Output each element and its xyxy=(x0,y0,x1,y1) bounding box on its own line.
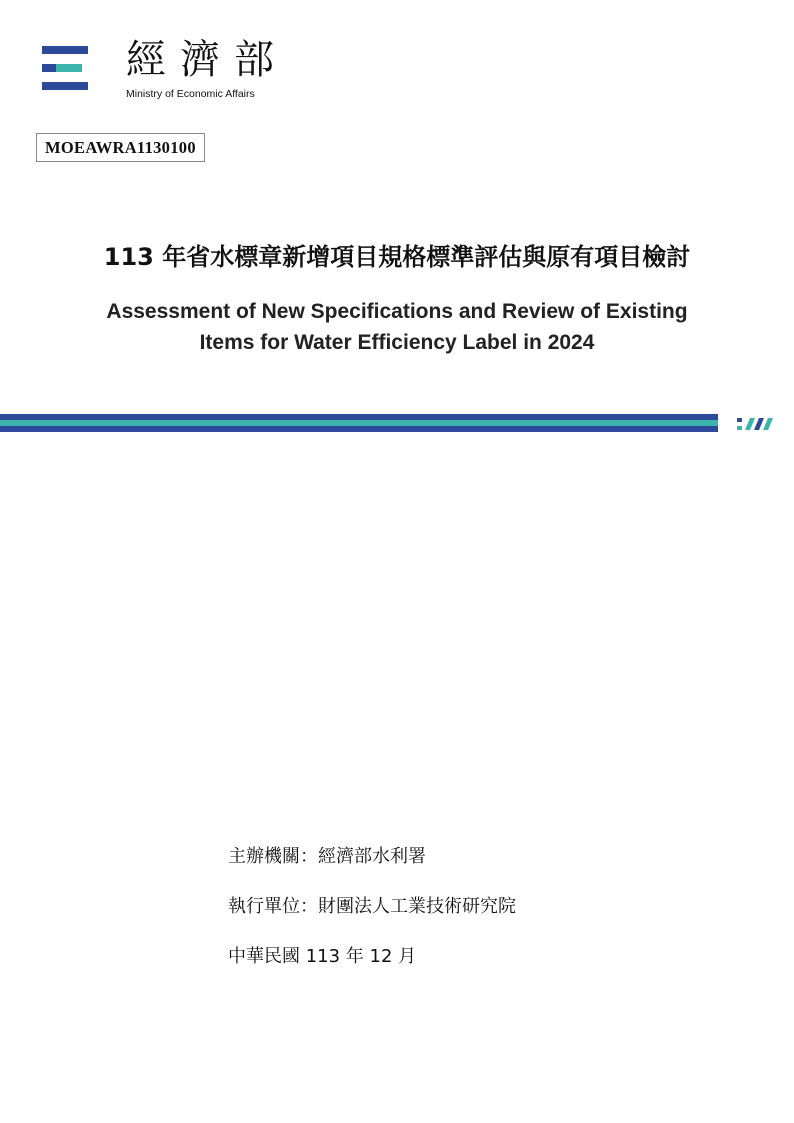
water-wave-icon xyxy=(737,416,773,432)
report-title-english xyxy=(0,296,794,358)
sponsor-line: 主辦機關：經濟部水利署 xyxy=(228,846,426,867)
divider-stripes xyxy=(0,414,718,432)
ministry-logo xyxy=(42,36,292,106)
moea-stripes-logo-icon xyxy=(42,46,88,90)
report-code: MOEAWRA1130100 xyxy=(36,133,205,162)
date-line: 中華民國 113 年 12 月 xyxy=(228,946,417,967)
report-title-chinese: 113 年省水標章新增項目規格標準評估與原有項目檢討 xyxy=(103,243,691,271)
report-title-english-line-1: Assessment of New Specifications and Review of Existing xyxy=(106,300,688,323)
org-name-english: Ministry of Economic Affairs xyxy=(126,88,255,100)
executor-line: 執行單位：財團法人工業技術研究院 xyxy=(228,896,516,917)
org-name-chinese: 經濟部 xyxy=(126,37,288,83)
footer-info xyxy=(228,843,516,993)
report-title-english-line-2: Items for Water Efficiency Label in 2024 xyxy=(199,331,595,354)
